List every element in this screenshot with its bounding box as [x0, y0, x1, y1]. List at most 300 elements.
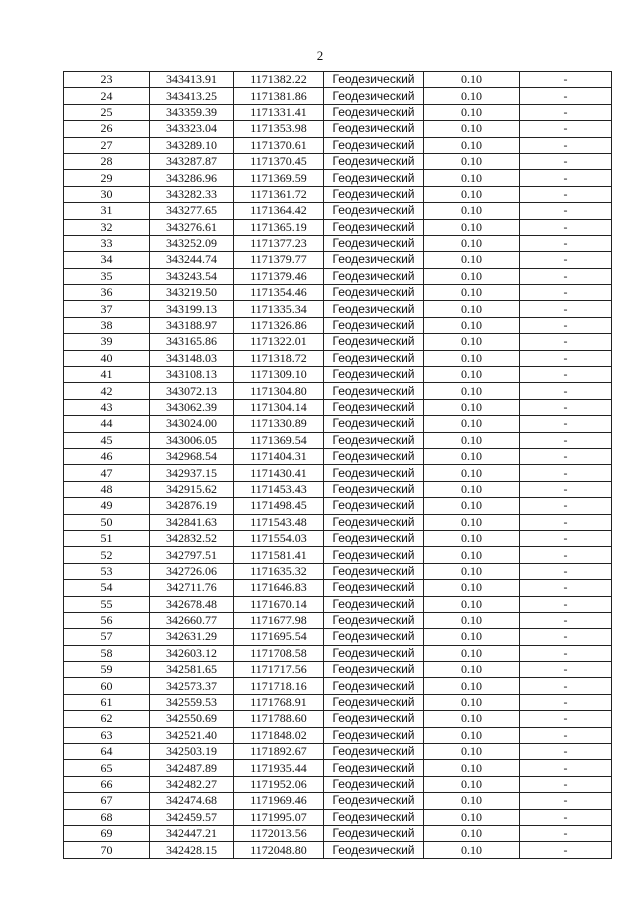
- method-cell: Геодезический: [324, 465, 424, 481]
- method-cell: Геодезический: [324, 72, 424, 88]
- x-coordinate-cell: 342797.51: [150, 547, 234, 563]
- accuracy-cell: 0.10: [424, 760, 520, 776]
- table-row: [64, 170, 612, 186]
- x-coordinate-cell: 342474.68: [150, 793, 234, 809]
- description-cell: -: [520, 88, 612, 104]
- x-coordinate-cell: 343148.03: [150, 350, 234, 366]
- method-cell: Геодезический: [324, 367, 424, 383]
- table-row: [64, 530, 612, 546]
- point-number-cell: 36: [64, 285, 150, 301]
- method-cell: Геодезический: [324, 563, 424, 579]
- description-cell: -: [520, 645, 612, 661]
- accuracy-cell: 0.10: [424, 842, 520, 858]
- point-number-cell: 58: [64, 645, 150, 661]
- y-coordinate-cell: 1171892.67: [234, 744, 324, 760]
- page-number: 2: [316, 48, 324, 63]
- y-coordinate-cell: 1171952.06: [234, 776, 324, 792]
- x-coordinate-cell: 343188.97: [150, 317, 234, 333]
- accuracy-cell: 0.10: [424, 580, 520, 596]
- y-coordinate-cell: 1171788.60: [234, 711, 324, 727]
- x-coordinate-cell: 343024.00: [150, 416, 234, 432]
- point-number-cell: 27: [64, 137, 150, 153]
- y-coordinate-cell: 1171318.72: [234, 350, 324, 366]
- table-row: [64, 629, 612, 645]
- accuracy-cell: 0.10: [424, 612, 520, 628]
- accuracy-cell: 0.10: [424, 809, 520, 825]
- point-number-cell: 56: [64, 612, 150, 628]
- method-cell: Геодезический: [324, 612, 424, 628]
- method-cell: Геодезический: [324, 481, 424, 497]
- accuracy-cell: 0.10: [424, 498, 520, 514]
- point-number-cell: 49: [64, 498, 150, 514]
- table-row: [64, 694, 612, 710]
- table-row: [64, 727, 612, 743]
- method-cell: Геодезический: [324, 186, 424, 202]
- accuracy-cell: 0.10: [424, 285, 520, 301]
- point-number-cell: 47: [64, 465, 150, 481]
- table-row: [64, 432, 612, 448]
- x-coordinate-cell: 343243.54: [150, 268, 234, 284]
- point-number-cell: 48: [64, 481, 150, 497]
- accuracy-cell: 0.10: [424, 367, 520, 383]
- description-cell: -: [520, 383, 612, 399]
- description-cell: -: [520, 514, 612, 530]
- accuracy-cell: 0.10: [424, 727, 520, 743]
- table-row: [64, 268, 612, 284]
- accuracy-cell: 0.10: [424, 629, 520, 645]
- point-number-cell: 28: [64, 153, 150, 169]
- point-number-cell: 57: [64, 629, 150, 645]
- method-cell: Геодезический: [324, 203, 424, 219]
- x-coordinate-cell: 343244.74: [150, 252, 234, 268]
- description-cell: -: [520, 547, 612, 563]
- x-coordinate-cell: 343277.65: [150, 203, 234, 219]
- point-number-cell: 62: [64, 711, 150, 727]
- description-cell: -: [520, 465, 612, 481]
- x-coordinate-cell: 342832.52: [150, 530, 234, 546]
- x-coordinate-cell: 342581.65: [150, 662, 234, 678]
- accuracy-cell: 0.10: [424, 481, 520, 497]
- description-cell: -: [520, 104, 612, 120]
- x-coordinate-cell: 342711.76: [150, 580, 234, 596]
- x-coordinate-cell: 342459.57: [150, 809, 234, 825]
- method-cell: Геодезический: [324, 268, 424, 284]
- description-cell: -: [520, 186, 612, 202]
- description-cell: -: [520, 334, 612, 350]
- point-number-cell: 69: [64, 825, 150, 841]
- y-coordinate-cell: 1171543.48: [234, 514, 324, 530]
- description-cell: -: [520, 448, 612, 464]
- accuracy-cell: 0.10: [424, 448, 520, 464]
- accuracy-cell: 0.10: [424, 662, 520, 678]
- point-number-cell: 70: [64, 842, 150, 858]
- table-row: [64, 678, 612, 694]
- point-number-cell: 50: [64, 514, 150, 530]
- description-cell: -: [520, 760, 612, 776]
- method-cell: Геодезический: [324, 711, 424, 727]
- accuracy-cell: 0.10: [424, 744, 520, 760]
- table-row: [64, 367, 612, 383]
- description-cell: -: [520, 662, 612, 678]
- accuracy-cell: 0.10: [424, 383, 520, 399]
- table-row: [64, 809, 612, 825]
- accuracy-cell: 0.10: [424, 88, 520, 104]
- method-cell: Геодезический: [324, 776, 424, 792]
- point-number-cell: 40: [64, 350, 150, 366]
- table-row: [64, 285, 612, 301]
- x-coordinate-cell: 342428.15: [150, 842, 234, 858]
- point-number-cell: 65: [64, 760, 150, 776]
- point-number-cell: 53: [64, 563, 150, 579]
- method-cell: Геодезический: [324, 383, 424, 399]
- method-cell: Геодезический: [324, 432, 424, 448]
- coordinates-table: [63, 71, 612, 859]
- point-number-cell: 34: [64, 252, 150, 268]
- accuracy-cell: 0.10: [424, 137, 520, 153]
- table-row: [64, 219, 612, 235]
- x-coordinate-cell: 343359.39: [150, 104, 234, 120]
- table-row: [64, 235, 612, 251]
- point-number-cell: 32: [64, 219, 150, 235]
- point-number-cell: 42: [64, 383, 150, 399]
- x-coordinate-cell: 342876.19: [150, 498, 234, 514]
- method-cell: Геодезический: [324, 88, 424, 104]
- accuracy-cell: 0.10: [424, 694, 520, 710]
- y-coordinate-cell: 1171969.46: [234, 793, 324, 809]
- y-coordinate-cell: 1171430.41: [234, 465, 324, 481]
- method-cell: Геодезический: [324, 694, 424, 710]
- accuracy-cell: 0.10: [424, 301, 520, 317]
- method-cell: Геодезический: [324, 104, 424, 120]
- table-row: [64, 448, 612, 464]
- accuracy-cell: 0.10: [424, 72, 520, 88]
- table-row: [64, 760, 612, 776]
- accuracy-cell: 0.10: [424, 334, 520, 350]
- point-number-cell: 66: [64, 776, 150, 792]
- x-coordinate-cell: 343413.91: [150, 72, 234, 88]
- y-coordinate-cell: 1171377.23: [234, 235, 324, 251]
- method-cell: Геодезический: [324, 809, 424, 825]
- x-coordinate-cell: 342915.62: [150, 481, 234, 497]
- description-cell: -: [520, 301, 612, 317]
- description-cell: -: [520, 793, 612, 809]
- method-cell: Геодезический: [324, 514, 424, 530]
- x-coordinate-cell: 343062.39: [150, 399, 234, 415]
- description-cell: -: [520, 580, 612, 596]
- description-cell: -: [520, 416, 612, 432]
- table-row: [64, 645, 612, 661]
- x-coordinate-cell: 343219.50: [150, 285, 234, 301]
- table-row: [64, 88, 612, 104]
- x-coordinate-cell: 343289.10: [150, 137, 234, 153]
- point-number-cell: 52: [64, 547, 150, 563]
- y-coordinate-cell: 1171370.61: [234, 137, 324, 153]
- y-coordinate-cell: 1171379.77: [234, 252, 324, 268]
- point-number-cell: 26: [64, 121, 150, 137]
- y-coordinate-cell: 1171369.54: [234, 432, 324, 448]
- point-number-cell: 31: [64, 203, 150, 219]
- y-coordinate-cell: 1171670.14: [234, 596, 324, 612]
- table-row: [64, 153, 612, 169]
- table-row: [64, 481, 612, 497]
- y-coordinate-cell: 1171646.83: [234, 580, 324, 596]
- method-cell: Геодезический: [324, 448, 424, 464]
- method-cell: Геодезический: [324, 662, 424, 678]
- y-coordinate-cell: 1171453.43: [234, 481, 324, 497]
- point-number-cell: 33: [64, 235, 150, 251]
- accuracy-cell: 0.10: [424, 186, 520, 202]
- table-row: [64, 383, 612, 399]
- method-cell: Геодезический: [324, 678, 424, 694]
- x-coordinate-cell: 342559.53: [150, 694, 234, 710]
- method-cell: Геодезический: [324, 170, 424, 186]
- point-number-cell: 59: [64, 662, 150, 678]
- point-number-cell: 54: [64, 580, 150, 596]
- point-number-cell: 24: [64, 88, 150, 104]
- table-row: [64, 334, 612, 350]
- description-cell: -: [520, 350, 612, 366]
- accuracy-cell: 0.10: [424, 399, 520, 415]
- y-coordinate-cell: 1171326.86: [234, 317, 324, 333]
- x-coordinate-cell: 342660.77: [150, 612, 234, 628]
- table-row: [64, 104, 612, 120]
- accuracy-cell: 0.10: [424, 530, 520, 546]
- description-cell: -: [520, 678, 612, 694]
- y-coordinate-cell: 1171498.45: [234, 498, 324, 514]
- x-coordinate-cell: 342678.48: [150, 596, 234, 612]
- y-coordinate-cell: 1171370.45: [234, 153, 324, 169]
- y-coordinate-cell: 1171935.44: [234, 760, 324, 776]
- table-row: [64, 596, 612, 612]
- method-cell: Геодезический: [324, 596, 424, 612]
- y-coordinate-cell: 1171379.46: [234, 268, 324, 284]
- description-cell: -: [520, 399, 612, 415]
- method-cell: Геодезический: [324, 825, 424, 841]
- table-row: [64, 399, 612, 415]
- table-row: [64, 776, 612, 792]
- table-row: [64, 203, 612, 219]
- description-cell: -: [520, 432, 612, 448]
- x-coordinate-cell: 342573.37: [150, 678, 234, 694]
- y-coordinate-cell: 1171331.41: [234, 104, 324, 120]
- description-cell: -: [520, 727, 612, 743]
- table-row: [64, 186, 612, 202]
- accuracy-cell: 0.10: [424, 825, 520, 841]
- accuracy-cell: 0.10: [424, 465, 520, 481]
- point-number-cell: 64: [64, 744, 150, 760]
- x-coordinate-cell: 342726.06: [150, 563, 234, 579]
- accuracy-cell: 0.10: [424, 776, 520, 792]
- method-cell: Геодезический: [324, 219, 424, 235]
- accuracy-cell: 0.10: [424, 104, 520, 120]
- method-cell: Геодезический: [324, 547, 424, 563]
- y-coordinate-cell: 1171365.19: [234, 219, 324, 235]
- method-cell: Геодезический: [324, 530, 424, 546]
- x-coordinate-cell: 342447.21: [150, 825, 234, 841]
- point-number-cell: 60: [64, 678, 150, 694]
- method-cell: Геодезический: [324, 252, 424, 268]
- accuracy-cell: 0.10: [424, 153, 520, 169]
- method-cell: Геодезический: [324, 317, 424, 333]
- point-number-cell: 55: [64, 596, 150, 612]
- description-cell: -: [520, 72, 612, 88]
- y-coordinate-cell: 1171695.54: [234, 629, 324, 645]
- accuracy-cell: 0.10: [424, 317, 520, 333]
- x-coordinate-cell: 343199.13: [150, 301, 234, 317]
- table-row: [64, 842, 612, 858]
- method-cell: Геодезический: [324, 121, 424, 137]
- method-cell: Геодезический: [324, 744, 424, 760]
- method-cell: Геодезический: [324, 350, 424, 366]
- method-cell: Геодезический: [324, 137, 424, 153]
- x-coordinate-cell: 343006.05: [150, 432, 234, 448]
- y-coordinate-cell: 1171381.86: [234, 88, 324, 104]
- accuracy-cell: 0.10: [424, 563, 520, 579]
- table-row: [64, 580, 612, 596]
- accuracy-cell: 0.10: [424, 645, 520, 661]
- method-cell: Геодезический: [324, 760, 424, 776]
- description-cell: -: [520, 170, 612, 186]
- y-coordinate-cell: 1171330.89: [234, 416, 324, 432]
- y-coordinate-cell: 1172048.80: [234, 842, 324, 858]
- x-coordinate-cell: 343252.09: [150, 235, 234, 251]
- description-cell: -: [520, 744, 612, 760]
- point-number-cell: 51: [64, 530, 150, 546]
- point-number-cell: 39: [64, 334, 150, 350]
- method-cell: Геодезический: [324, 153, 424, 169]
- point-number-cell: 46: [64, 448, 150, 464]
- description-cell: -: [520, 842, 612, 858]
- description-cell: -: [520, 825, 612, 841]
- coordinates-table-body: [64, 72, 612, 859]
- point-number-cell: 61: [64, 694, 150, 710]
- y-coordinate-cell: 1171404.31: [234, 448, 324, 464]
- method-cell: Геодезический: [324, 793, 424, 809]
- y-coordinate-cell: 1171364.42: [234, 203, 324, 219]
- y-coordinate-cell: 1171677.98: [234, 612, 324, 628]
- y-coordinate-cell: 1171322.01: [234, 334, 324, 350]
- method-cell: Геодезический: [324, 580, 424, 596]
- y-coordinate-cell: 1171309.10: [234, 367, 324, 383]
- table-row: [64, 137, 612, 153]
- accuracy-cell: 0.10: [424, 203, 520, 219]
- method-cell: Геодезический: [324, 727, 424, 743]
- y-coordinate-cell: 1171995.07: [234, 809, 324, 825]
- x-coordinate-cell: 342968.54: [150, 448, 234, 464]
- table-row: [64, 563, 612, 579]
- description-cell: -: [520, 317, 612, 333]
- y-coordinate-cell: 1171335.34: [234, 301, 324, 317]
- description-cell: -: [520, 137, 612, 153]
- point-number-cell: 63: [64, 727, 150, 743]
- table-row: [64, 416, 612, 432]
- description-cell: -: [520, 694, 612, 710]
- method-cell: Геодезический: [324, 334, 424, 350]
- description-cell: -: [520, 612, 612, 628]
- y-coordinate-cell: 1171768.91: [234, 694, 324, 710]
- x-coordinate-cell: 342603.12: [150, 645, 234, 661]
- accuracy-cell: 0.10: [424, 121, 520, 137]
- description-cell: -: [520, 285, 612, 301]
- accuracy-cell: 0.10: [424, 432, 520, 448]
- method-cell: Геодезический: [324, 399, 424, 415]
- y-coordinate-cell: 1172013.56: [234, 825, 324, 841]
- point-number-cell: 43: [64, 399, 150, 415]
- accuracy-cell: 0.10: [424, 350, 520, 366]
- point-number-cell: 37: [64, 301, 150, 317]
- y-coordinate-cell: 1171635.32: [234, 563, 324, 579]
- y-coordinate-cell: 1171848.02: [234, 727, 324, 743]
- x-coordinate-cell: 343276.61: [150, 219, 234, 235]
- method-cell: Геодезический: [324, 842, 424, 858]
- table-row: [64, 121, 612, 137]
- description-cell: -: [520, 809, 612, 825]
- point-number-cell: 45: [64, 432, 150, 448]
- description-cell: -: [520, 268, 612, 284]
- description-cell: -: [520, 530, 612, 546]
- table-row: [64, 793, 612, 809]
- accuracy-cell: 0.10: [424, 219, 520, 235]
- description-cell: -: [520, 481, 612, 497]
- y-coordinate-cell: 1171554.03: [234, 530, 324, 546]
- accuracy-cell: 0.10: [424, 678, 520, 694]
- description-cell: -: [520, 367, 612, 383]
- accuracy-cell: 0.10: [424, 268, 520, 284]
- accuracy-cell: 0.10: [424, 416, 520, 432]
- method-cell: Геодезический: [324, 301, 424, 317]
- y-coordinate-cell: 1171717.56: [234, 662, 324, 678]
- description-cell: -: [520, 219, 612, 235]
- point-number-cell: 38: [64, 317, 150, 333]
- table-row: [64, 612, 612, 628]
- y-coordinate-cell: 1171718.16: [234, 678, 324, 694]
- y-coordinate-cell: 1171708.58: [234, 645, 324, 661]
- point-number-cell: 44: [64, 416, 150, 432]
- y-coordinate-cell: 1171361.72: [234, 186, 324, 202]
- table-row: [64, 825, 612, 841]
- table-row: [64, 350, 612, 366]
- point-number-cell: 68: [64, 809, 150, 825]
- description-cell: -: [520, 629, 612, 645]
- x-coordinate-cell: 342482.27: [150, 776, 234, 792]
- point-number-cell: 29: [64, 170, 150, 186]
- accuracy-cell: 0.10: [424, 252, 520, 268]
- description-cell: -: [520, 711, 612, 727]
- y-coordinate-cell: 1171304.80: [234, 383, 324, 399]
- description-cell: -: [520, 563, 612, 579]
- method-cell: Геодезический: [324, 285, 424, 301]
- table-row: [64, 252, 612, 268]
- y-coordinate-cell: 1171369.59: [234, 170, 324, 186]
- table-row: [64, 317, 612, 333]
- method-cell: Геодезический: [324, 645, 424, 661]
- accuracy-cell: 0.10: [424, 596, 520, 612]
- accuracy-cell: 0.10: [424, 711, 520, 727]
- x-coordinate-cell: 343323.04: [150, 121, 234, 137]
- x-coordinate-cell: 343286.96: [150, 170, 234, 186]
- description-cell: -: [520, 596, 612, 612]
- x-coordinate-cell: 342487.89: [150, 760, 234, 776]
- description-cell: -: [520, 121, 612, 137]
- table-row: [64, 711, 612, 727]
- table-row: [64, 744, 612, 760]
- description-cell: -: [520, 153, 612, 169]
- point-number-cell: 67: [64, 793, 150, 809]
- description-cell: -: [520, 203, 612, 219]
- method-cell: Геодезический: [324, 498, 424, 514]
- x-coordinate-cell: 342631.29: [150, 629, 234, 645]
- point-number-cell: 41: [64, 367, 150, 383]
